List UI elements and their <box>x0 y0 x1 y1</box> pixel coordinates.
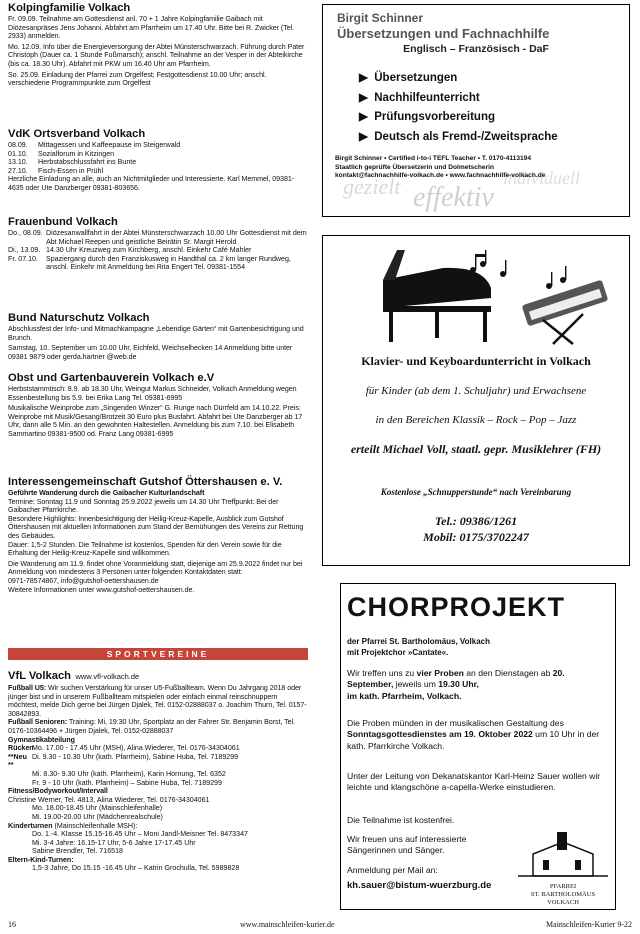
vdk-row <box>8 150 308 159</box>
schinner-item-label: Nachhilfeunterricht <box>374 91 480 104</box>
obst-section <box>8 372 308 441</box>
deco-word: individuell <box>503 168 580 188</box>
vdk-text: Mittagessen und Kaffeepause im Steigerwald <box>38 141 181 149</box>
kolping-p2: Mo. 12.09. Info über die Energieversorgung der Abtei Münsterschwarzach. Führung durch Pater Christoph (Dauer ca. 1 Stunde Fußmarsch); anschl. Teilnahme an der Vesper in der Abteikirche (bis ca. 18.30 Uhr). Abfahrt mit PKW um 16.40 Uhr am Pfarrheim. <box>8 42 305 68</box>
klavier-ad <box>322 235 630 566</box>
obst-p2: Musikalische Weinprobe zum „Singenden Winzer“ G. Runge nach Dürrfeld am 14.10.22. Preis: Weinprobe mit Musik/Gesang/Brotzeit 30 Euro plus Busfahrt. Abfahrt bei Ute Danzberger ab 17 Uhr, dann alle 5 Min. an den gewohnten Haltestellen. Anmeldung bis zum 7.10. bei Elisabeth Sammartino 09381-9500 od. Franz Lang 09381-6995 <box>8 404 303 438</box>
vfl-kinder-row: Sabine Brendler, Tel. 716518 <box>32 847 123 856</box>
ig-contact[interactable]: 0971-78574867, info@gutshof-oettershausen.de <box>8 576 159 585</box>
keyboard-icon <box>522 266 609 344</box>
schinner-list <box>359 69 558 147</box>
chor-bold: im kath. Pfarrheim, Volkach. <box>347 690 462 701</box>
vfl-title: VfL Volkach <box>8 670 71 682</box>
vdk-date: 08.09. <box>8 141 28 149</box>
schinner-item <box>359 89 558 109</box>
frauenbund-row <box>8 246 308 255</box>
kolping-p1: Fr. 09.09. Teilnahme am Gottesdienst anl. 70 + 1 Jahre Kolpingfamilie Gaibach mit Diözesanpräses Jens Johanni. Abfahrt am Pfarrheim um 17.40 Uhr. Bitte bei R. Zwicker (Tel. 2933) anmelden. <box>8 15 295 41</box>
frauenbund-row <box>8 229 308 246</box>
chor-sub1: der Pfarrei St. Bartholomäus, Volkach <box>347 637 491 646</box>
arrow-icon: ▶ <box>359 91 368 104</box>
grand-piano-icon <box>383 250 491 342</box>
vdk-text: Fisch-Essen in Prühl <box>38 166 104 175</box>
vdk-row <box>8 158 308 167</box>
vfl-gym-row <box>8 753 308 770</box>
ig-p1: Termine: Sonntag 11.9 und Sonntag 25.9.2022 jeweils um 14.30 Uhr Treffpunkt: Bei der Gaibacher Pfarrkirche. <box>8 497 279 515</box>
vfl-kinder-row: Do. 1.-4. Klasse 15.15-16.45 Uhr – Moni Jandl-Meisner Tel. 8473347 <box>32 830 248 839</box>
vdk-title: VdK Ortsverband Volkach <box>8 128 146 140</box>
bund-title: Bund Naturschutz Volkach <box>8 312 150 324</box>
vfl-url[interactable]: www.vfl-volkach.de <box>75 672 140 681</box>
vfl-gym-row: Mi. 8.30- 9.30 Uhr (kath. Pfarrheim), Karin Hornung, Tel. 6352 <box>32 769 226 778</box>
vfl-fit-heading: Fitness/Bodyworkout/Intervall <box>8 787 108 796</box>
ig-p2: Besondere Highlights: Innenbesichtigung der Heilig-Kreuz-Kapelle, Ausblick zum Gutshof Öttershausen mit aktuellen Informationen zum Stand der Bemühungen des Vereins zur Rettung des Gebäudes. <box>8 514 304 540</box>
kolping-section <box>8 2 308 90</box>
chor-text: jeweils um <box>393 679 439 690</box>
chor-sub2: mit Projektchor »Cantate«. <box>347 648 449 657</box>
schinner-item-label: Übersetzungen <box>374 72 458 84</box>
chor-bold: vier Proben <box>416 668 464 678</box>
ig-p4: Die Wanderung am 11.9. findet ohne Voranmeldung statt, diejenige am 25.9.2022 findet nur bei Anmeldung von mindestens 3 Personen unter folgenden Kontaktdaten statt: <box>8 559 303 577</box>
vfl-neu-text: Di. 9.30 - 10.30 Uhr (kath. Pfarrheim), Sabine Huba, Tel. 7189299 <box>32 752 239 761</box>
chor-subtitle <box>347 636 490 658</box>
obst-p1: Herbststammtisch: 8.9. ab 18.30 Uhr, Weingut Markus Schneider, Volkach Anmeldung wegen Essenbestellung bis 5.9. bei Erika Lang Tel. 09381-6995 <box>8 385 297 402</box>
logo-line: ST. BARTHOLOMÄUS <box>530 891 596 898</box>
vfl-fit-row: Mo. 18.00-18.45 Uhr (Mainschleifenhalle) <box>32 804 163 813</box>
ig-subtitle: Geführte Wanderung durch die Gaibacher Kulturlandschaft <box>8 489 205 497</box>
kolping-title: Kolpingfamilie Volkach <box>8 2 131 14</box>
schinner-contact-line: Birgit Schinner • Certified i-to-i TEFL Teacher • T. 0170-4113194 <box>335 155 532 162</box>
footer-url[interactable]: www.mainschleifen-kurier.de <box>240 920 335 929</box>
schinner-ad <box>322 4 630 217</box>
chor-p4: Die Teilnahme ist kostenfrei. <box>347 815 455 825</box>
bund-p2: Samstag, 10. September um 10.00 Uhr, Eichfeld, Weichselhecken 14 Anmeldung bitte unter 09381 9879 oder gerda.hartner @web.de <box>8 344 293 361</box>
sportvereine-band: SPORTVEREINE <box>8 648 308 660</box>
deco-word: effektiv <box>413 182 494 213</box>
chor-p1 <box>347 668 607 702</box>
ig-title: Interessengemeinschaft Gutshof Öttershausen e. V. <box>8 476 283 488</box>
klavier-mobil: Mobil: 0175/3702247 <box>423 530 529 544</box>
chor-bold: 20. September, <box>347 668 565 690</box>
vfl-kinder-row: Mi. 3-4 Jahre: 16.15-17 Uhr, 5-6 Jahre 17-17.45 Uhr <box>32 838 196 847</box>
chor-p5: Wir freuen uns auf interessierte Sängerinnen und Sänger. <box>347 834 467 856</box>
vdk-date: 13.10. <box>8 158 28 167</box>
frauenbund-date: Do., 08.09. <box>8 229 43 237</box>
klavier-line1: für Kinder (ab dem 1. Schuljahr) und Erwachsene <box>365 385 587 397</box>
vdk-section <box>8 128 308 195</box>
vfl-ruecken-text: Mo. 17.00 - 17.45 Uhr (MSH), Alina Wiederer, Tel. 0176-34304061 <box>32 744 240 753</box>
frauenbund-date: Di., 13.09. <box>8 246 41 255</box>
page-number: 16 <box>8 920 16 929</box>
vfl-kinderturnen-label: Kinderturnen <box>8 821 53 830</box>
frauenbund-date: Fr. 07.10. <box>8 254 38 263</box>
vfl-u5-text: Wir suchen Verstärkung für unser U5-Fußballteam. Wenn Du Jahrgang 2018 oder jünger bist und in unserem Fußballteam mitspielen oder einfach einmal reinschnuppern möchtest, melde Dich gerne bei Jürgen Djalek, Tel. 0152-02888037 o. Joachim Thurn, Tel. 0157-30842893. <box>8 684 307 718</box>
vfl-gym-heading: Gymnastikabteilung <box>8 735 75 744</box>
frauenbund-title: Frauenbund Volkach <box>8 216 118 228</box>
kolping-p3: So. 25.09. Einladung der Pfarrei zum Orgelfest; Festgottesdienst 10.00 Uhr; anschl. verschiedene Programmpunkte zum Orgelfest <box>8 70 267 88</box>
arrow-icon: ▶ <box>359 130 368 143</box>
footer-issue: Mainschleifen-Kurier 9-22 <box>546 920 632 929</box>
chor-bold: 19.30 Uhr, <box>438 679 479 690</box>
schinner-line2: Englisch – Französisch - DaF <box>403 43 549 55</box>
chor-text: Wir treffen uns zu <box>347 668 417 678</box>
chor-bold: Sonntagsgottesdienstes am 19. Oktober 2022 <box>347 729 533 740</box>
schinner-line1: Übersetzungen und Fachnachhilfe <box>337 26 550 41</box>
chor-text: an den Dienstagen ab <box>463 668 553 678</box>
vdk-date: 27.10. <box>8 166 28 175</box>
frauenbund-section <box>8 216 308 272</box>
vdk-date: 01.10. <box>8 149 28 158</box>
vfl-section <box>8 666 308 873</box>
obst-title: Obst und Gartenbauverein Volkach e.V <box>8 372 215 384</box>
bund-section <box>8 312 308 363</box>
logo-line: PFARREI <box>549 883 577 890</box>
pfarrei-logo-text <box>513 883 613 907</box>
vdk-row <box>8 141 308 150</box>
vfl-eltern-row: 1,5-3 Jahre, Do 15.15 -16.45 Uhr – Katrin Grochulla, Tel. 5989828 <box>32 864 240 873</box>
klavier-title: Klavier- und Keyboardunterricht in Volkach <box>361 354 591 368</box>
schinner-name: Birgit Schinner <box>337 11 424 25</box>
klavier-line3: erteilt Michael Voll, staatl. gepr. Musiklehrer (FH) <box>350 442 602 456</box>
schinner-item-label: Prüfungsvorbereitung <box>374 111 496 123</box>
frauenbund-text: Diözesanwallfahrt in der Abtei Münsterschwarzach 10.00 Uhr Gottesdienst mit dem Abt Michael Reepen und geistliche Beirätin Sr. Margit Herold <box>46 229 307 246</box>
deco-word: gezielt <box>343 174 401 199</box>
vdk-text: Herbstabschlussfahrt ins Bunte <box>38 158 137 167</box>
vfl-fit-row: Christine Werner, Tel. 4813, Alina Wiederer, Tel. 0176-34304061 <box>8 795 210 804</box>
klavier-line4: Kostenlose „Schnupperstunde“ nach Vereinbarung <box>380 487 572 497</box>
vfl-ruecken-label: Rücken <box>8 744 34 753</box>
arrow-icon: ▶ <box>359 72 368 84</box>
piano-illustration <box>323 240 629 350</box>
ig-section <box>8 476 308 596</box>
schinner-item <box>359 108 558 128</box>
frauenbund-text: Spaziergang durch den Franziskusweg in Handthal ca. 2 km langer Rundweg, anschl. Einkehr mit Anmeldung bei Rita Engert Tel. 09381-1554 <box>46 254 291 272</box>
vdk-note: Herzliche Einladung an alle, auch an Nichtmitglieder und Interessierte. Karl Memmel, 09381-4635 oder Ute Danzberger 09381-803656. <box>8 175 295 192</box>
schinner-contact <box>335 155 545 181</box>
ig-more-info[interactable]: Weitere Informationen unter www.gutshof-oettershausen.de. <box>8 585 195 594</box>
chor-title: CHORPROJEKT <box>347 592 566 622</box>
vdk-row <box>8 167 308 176</box>
pfarrei-logo <box>513 832 613 906</box>
bund-p1: Abschlussfest der Info- und Mitmachkampagne „Lebendige Gärten“ mit Gartenbesichtigung und Brunch. <box>8 325 304 342</box>
vfl-kinderturnen-heading <box>8 822 308 831</box>
ig-p3: Dauer: 1,5-2 Stunden. Die Teilnahme ist kostenlos, Spenden für den Verein sowie für die Erhaltung der Heilig-Kreuz-Kapelle sind willkommen. <box>8 540 282 558</box>
schinner-item <box>359 128 558 148</box>
chor-p6: Anmeldung per Mail an: <box>347 865 438 875</box>
chor-ad <box>340 583 616 910</box>
chor-text: Die Proben münden in der musikalischen Gestaltung des <box>347 718 564 728</box>
vfl-fit-row: Mi. 19.00-20.00 Uhr (Mädchenrealschule) <box>32 812 163 821</box>
logo-line: VOLKACH <box>547 899 579 906</box>
klavier-tel: Tel.: 09386/1261 <box>434 514 518 528</box>
church-icon <box>513 832 613 878</box>
chor-p2 <box>347 718 607 752</box>
vfl-senioren-text: Training: Mi, 19:30 Uhr, Sportplatz an der Fahrer Str. Benjamin Borst, Tel. 0176-10364496 + Jürgen Djalek, Tel. 0152-02888037 <box>8 718 295 735</box>
vfl-u5-label: Fußball U5: <box>8 684 47 692</box>
schinner-contact-line: Staatlich geprüfte Übersetzerin und Dolmetscherin <box>335 163 495 171</box>
frauenbund-row <box>8 255 308 272</box>
vfl-neu-label: **Neu ** <box>8 752 27 770</box>
chor-p3: Unter der Leitung von Dekanatskantor Karl-Heinz Sauer wollen wir leichte und klangschöne a-capella-Werke einstudieren. <box>347 771 601 793</box>
vfl-gym-row: Fr. 9 - 10 Uhr (kath. Pfarrheim) – Sabine Huba, Tel. 7189299 <box>32 778 222 787</box>
klavier-line2: in den Bereichen Klassik – Rock – Pop – Jazz <box>375 414 577 426</box>
vfl-senioren-label: Fußball Senioren: <box>8 718 68 727</box>
chor-text: um 10 Uhr in der kath. Pfarrkirche Volkach. <box>347 729 600 751</box>
vfl-kinderturnen-place: (Mainschleifenhalle MSH): <box>54 821 138 830</box>
schinner-item-label: Deutsch als Fremd-/Zweitsprache <box>374 130 558 143</box>
schinner-contact-line[interactable]: kontakt@fachnachhilfe-volkach.de • www.fachnachhilfe-volkach.de <box>335 172 546 179</box>
vfl-eltern-heading: Eltern-Kind-Turnen: <box>8 855 74 864</box>
vfl-gym-row <box>8 744 308 753</box>
chor-mail[interactable]: kh.sauer@bistum-wuerzburg.de <box>347 880 492 891</box>
frauenbund-text: 14.30 Uhr Kreuzweg zum Kirchberg, anschl. Einkehr Café Mahler <box>46 246 252 255</box>
arrow-icon: ▶ <box>359 111 368 123</box>
schinner-item <box>359 69 558 89</box>
vdk-text: Sozialforum in Kitzingen <box>38 149 115 158</box>
